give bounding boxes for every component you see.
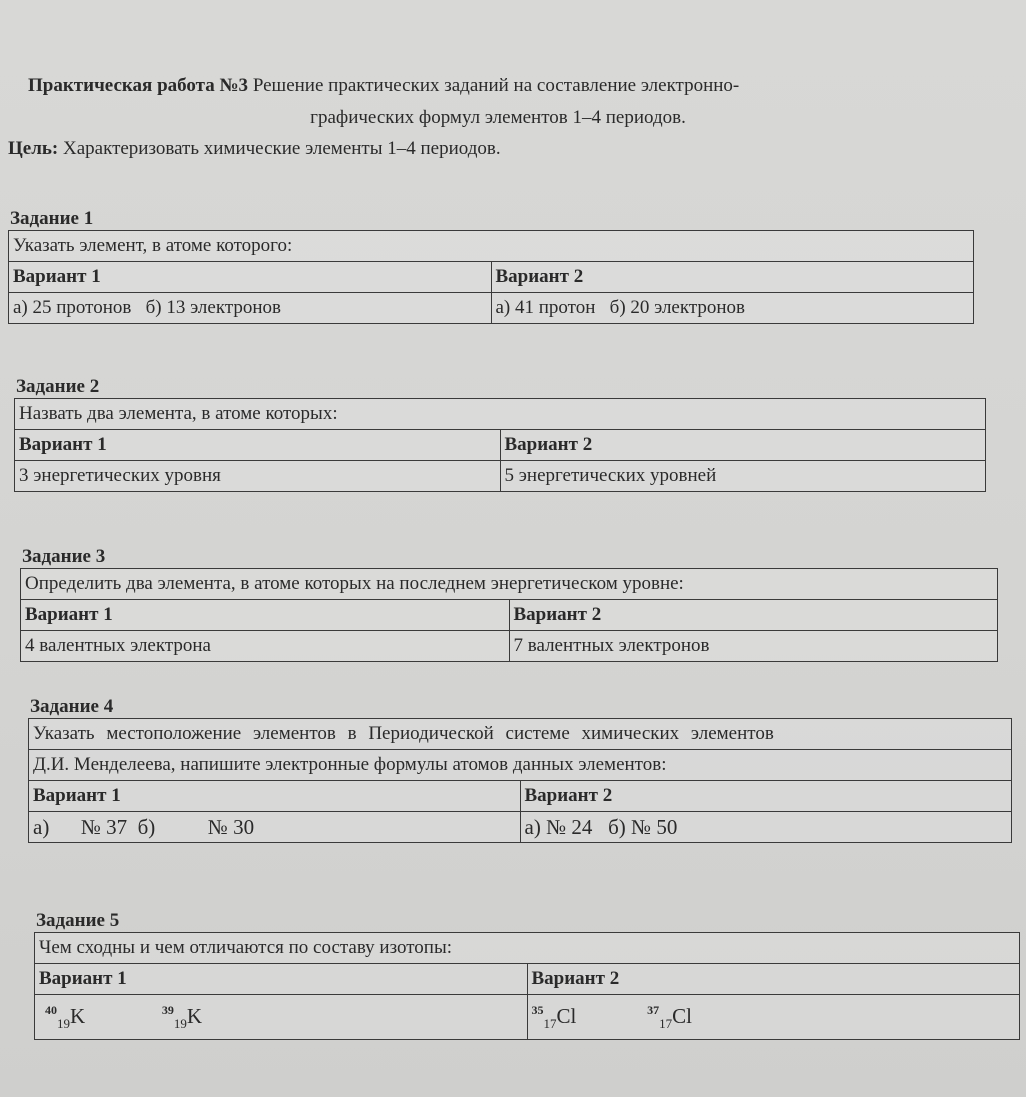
isotope-symbol: Cl <box>672 1004 692 1028</box>
task-3 <box>20 546 998 662</box>
task-table <box>20 568 998 662</box>
isotope <box>45 996 85 1038</box>
task-5 <box>34 910 1020 1040</box>
variant-1-label: Вариант 1 <box>9 262 492 293</box>
isotope-mass: 37 <box>647 1003 660 1017</box>
task-title: Задание 3 <box>22 546 106 567</box>
isotope-number: 19 <box>173 1016 187 1031</box>
variant-2-answer: 7 валентных электронов <box>509 631 998 662</box>
variant-2-label: Вариант 2 <box>509 600 998 631</box>
task-title: Задание 4 <box>30 696 114 717</box>
variant-2-answer: а) № 24 б) № 50 <box>520 812 1012 843</box>
task-table <box>34 932 1020 1040</box>
isotope-symbol: K <box>186 1004 203 1028</box>
worksheet-goal <box>8 138 501 160</box>
task-prompt: Чем сходны и чем отличаются по составу изотопы: <box>35 933 1020 964</box>
worksheet-title-line2: графических формул элементов 1–4 периодов. <box>310 107 686 128</box>
task-prompt-line-1: Указать местоположение элементов в Периодической системе химических элементов <box>29 719 1012 750</box>
goal-label: Цель: <box>8 138 59 159</box>
variant-2-answer: 5 энергетических уровней <box>500 461 986 492</box>
task-4 <box>28 696 1012 843</box>
variant-2-label: Вариант 2 <box>500 430 986 461</box>
isotope-number: 17 <box>659 1016 673 1031</box>
task-title: Задание 1 <box>10 208 94 229</box>
isotope-mass: 40 <box>45 1003 57 1017</box>
isotope <box>647 996 692 1038</box>
variant-1-isotopes <box>35 995 528 1040</box>
task-prompt: Определить два элемента, в атоме которых на последнем энергетическом уровне: <box>21 569 998 600</box>
task-2 <box>14 376 986 492</box>
variant-1-answer: 4 валентных электрона <box>21 631 510 662</box>
isotope-number: 17 <box>543 1016 557 1031</box>
variant-1-label: Вариант 1 <box>21 600 510 631</box>
variant-1-label: Вариант 1 <box>15 430 501 461</box>
variant-1-answer: а) № 37 б) № 30 <box>29 812 521 843</box>
isotope-mass: 39 <box>161 1003 174 1017</box>
task-prompt: Назвать два элемента, в атоме которых: <box>15 399 986 430</box>
variant-1-label: Вариант 1 <box>29 781 521 812</box>
isotope <box>532 996 577 1038</box>
isotope-symbol: Cl <box>556 1004 577 1028</box>
isotope-mass: 35 <box>531 1003 544 1017</box>
variant-2-label: Вариант 2 <box>527 964 1020 995</box>
isotope-number: 19 <box>57 1016 70 1031</box>
isotope-symbol: K <box>70 1004 86 1028</box>
worksheet-title-rest: Решение практических заданий на составление электронно- <box>248 75 740 96</box>
task-title: Задание 2 <box>16 376 100 397</box>
task-title: Задание 5 <box>36 910 120 931</box>
task-table <box>28 718 1012 843</box>
variant-1-answer: а) 25 протонов б) 13 электронов <box>9 293 492 324</box>
task-table <box>8 230 974 324</box>
variant-2-answer: а) 41 протон б) 20 электронов <box>491 293 974 324</box>
variant-2-label: Вариант 2 <box>491 262 974 293</box>
variant-1-label: Вариант 1 <box>35 964 528 995</box>
task-prompt-line-2: Д.И. Менделеева, напишите электронные формулы атомов данных элементов: <box>29 750 1012 781</box>
isotope <box>162 996 202 1038</box>
variant-2-isotopes <box>527 995 1020 1040</box>
worksheet-title-bold: Практическая работа №3 <box>28 75 249 96</box>
task-1 <box>8 208 974 324</box>
worksheet-header <box>28 70 988 134</box>
variant-2-label: Вариант 2 <box>520 781 1012 812</box>
task-prompt: Указать элемент, в атоме которого: <box>9 231 974 262</box>
task-table <box>14 398 986 492</box>
worksheet-title <box>28 70 988 102</box>
goal-text: Характеризовать химические элементы 1–4 периодов. <box>58 138 501 159</box>
variant-1-answer: 3 энергетических уровня <box>15 461 501 492</box>
